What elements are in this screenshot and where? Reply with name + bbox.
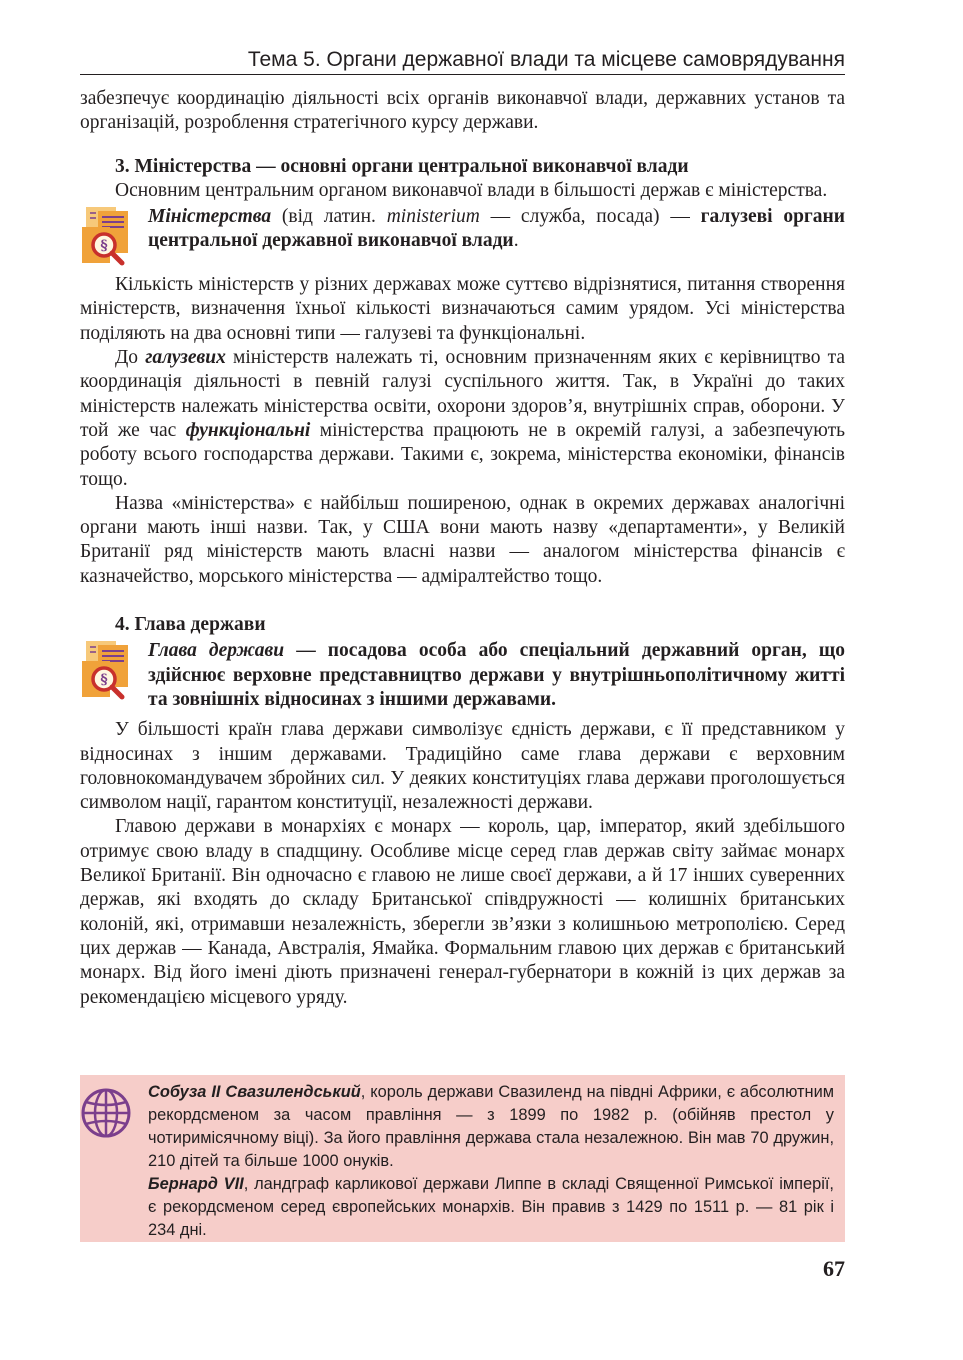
definition-ministries-meaning: галузеві органи центральної державної виконавчої влади	[148, 206, 846, 252]
definition-head-of-state	[148, 639, 845, 712]
term-functional: функціональні	[185, 419, 311, 441]
info-paragraph-1: Собуза II Свазилендський, король держави Свазиленд на півдні Африки, є абсолютним рекордсменом за часом правління — з 1899 по 1982 р. (обійняв престол у чотиримісячному віці). За його правління держава стала незалежною. Він мав 70 дружин, 210 дітей та більше 1000 онуків.	[148, 1083, 834, 1170]
page-content	[80, 87, 845, 1010]
ministries-paragraph-4: Назва «міністерства» є найбільш поширеною, однак в окремих державах аналогічні органи мають інші назви. Так, у США вони мають назву «департаменти», у Великій Британії ряд міністерств мають власні назви — аналогом міністерства фінансів є казначейство, морського міністерства — адміралтейство тощо.	[80, 492, 845, 587]
info-name-1: Собуза II Свазилендський	[148, 1083, 361, 1101]
section-heading-head-of-state: 4. Глава держави	[115, 614, 266, 636]
definition-document-icon	[80, 639, 136, 701]
section-heading-ministries: 3. Міністерства — основні органи центральної виконавчої влади	[115, 155, 689, 177]
globe-icon	[80, 1087, 132, 1139]
header-title: Тема 5. Органи державної влади та місцеве самоврядування	[247, 48, 845, 71]
definition-head-of-state-meaning: — посадова особа або спеціальний державний орган, що здійснює верховне представництво держави у внутрішньополітичному житті та зовнішніх відносинах з іншими державами.	[148, 640, 845, 710]
definition-ministries: Міністерства (від латин. ministerium — служба, посада) — галузеві органи центральної державної виконавчої влади.	[148, 206, 846, 252]
info-paragraph-2: Бернард VII, ландграф карликової держави Липпе в складі Священної Римської імперії, є рекордсменом серед європейських монархів. Він правив з 1429 по 1511 р. — 81 рік і 234 дні.	[148, 1175, 834, 1239]
info-name-2: Бернард VII	[148, 1175, 244, 1193]
ministries-paragraph-3: До галузевих міністерств належать ті, основним призначенням яких є керівництво та координація діяльності в певній галузі суспільного життя. Так, в Україні до таких міністерств належать міністерства освіти, охорони здоров’я, внутрішніх справ, оборони. У той же час функціональні міністерства працюють не в окремій галузі, а забезпечують роботу всього господарства держави. Такими є, зокрема, міністерства економіки, фінансів тощо.	[80, 347, 845, 490]
page-number: 67	[823, 1256, 845, 1281]
definition-document-icon	[80, 205, 136, 267]
running-header	[80, 46, 845, 75]
head-of-state-paragraph-2: Главою держави в монархіях є монарх — король, цар, імператор, який здебільшого отримує свою владу в спадщину. Особливе місце серед глав держав світу займає монарх Великої Британії. Він одночасно є главою не лише своєї держави, а й 17 інших суверенних держав, які входять до складу Британської співдружності — колишніх британських колоній, які, отримавши незалежність, зберегли зв’язки з колишньою метрополією. Серед цих держав — Канада, Австралія, Ямайка. Формальним главою цих держав є британський монарх. Від його імені діють призначені генерал-губернатори в кожній із цих держав за рекомендацією місцевого уряду.	[80, 816, 845, 1008]
info-box	[80, 1075, 845, 1242]
ministries-paragraph-1: Основним центральним органом виконавчої влади в більшості держав є міністерства.	[115, 179, 828, 201]
term-sectoral: галузевих	[145, 347, 226, 369]
head-of-state-paragraph-1: У більшості країн глава держави символізує єдність держави, є її представником у відносинах з іншим державами. Традиційно саме глава держави є верховним головнокомандувачем збройних сил. У деяких конституціях глава держави проголошується символом нації, гарантом конституції, незалежності держави.	[80, 719, 845, 814]
latin-term: ministerium	[386, 206, 480, 228]
ministries-paragraph-2: Кількість міністерств у різних державах може суттєво відрізнятися, питання створення міністерств, визначення їхньої кількості визначаються самим урядом. Усі міністерства поділяють на два основні типи — галузеві та функціональні.	[80, 274, 845, 344]
info-text	[148, 1081, 834, 1242]
svg-text:§: §	[100, 238, 108, 255]
term-head-of-state: Глава держави	[148, 640, 285, 662]
term-ministries: Міністерства	[148, 206, 272, 228]
definition-box-head-of-state	[80, 639, 845, 712]
svg-text:§: §	[100, 672, 108, 689]
definition-box-ministries	[80, 205, 845, 267]
intro-paragraph: забезпечує координацію діяльності всіх органів виконавчої влади, державних установ та організацій, розроблення стратегічного курсу держави.	[80, 88, 845, 134]
